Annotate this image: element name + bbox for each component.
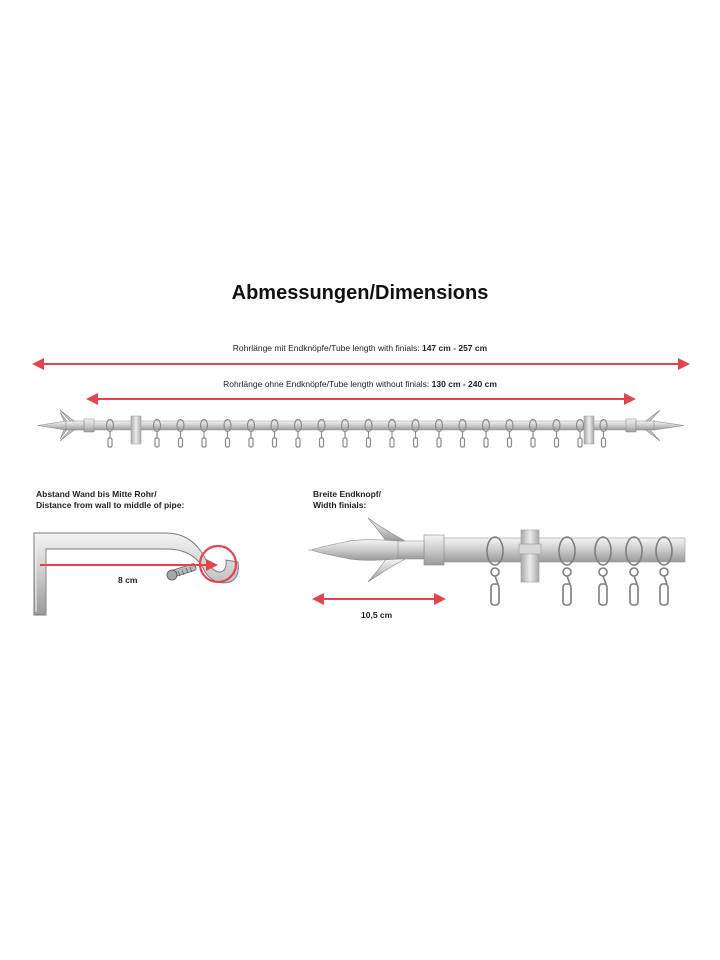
curtain-rod-full xyxy=(37,410,684,447)
with-finials-text: Rohrlänge mit Endknöpfe/Tube length with finials: xyxy=(232,343,420,353)
bracket-caption-line2: Distance from wall to middle of pipe: xyxy=(36,500,185,510)
finial-width-value: 10,5 cm xyxy=(361,610,393,620)
finial-detail-illustration xyxy=(308,518,685,605)
without-finials-text: Rohrlänge ohne Endknöpfe/Tube length without finials: xyxy=(223,379,430,389)
bracket-caption-line1: Abstand Wand bis Mitte Rohr/ xyxy=(36,489,157,499)
page-title: Abmessungen/Dimensions xyxy=(231,282,489,304)
without-finials-value: 130 cm - 240 cm xyxy=(431,379,497,389)
finial-caption-line1: Breite Endknopf/ xyxy=(313,489,382,499)
wall-bracket-illustration xyxy=(34,533,238,615)
with-finials-value: 147 cm - 257 cm xyxy=(421,343,488,353)
bracket-distance-value: 8 cm xyxy=(118,575,138,585)
finial-caption-line2: Width finials: xyxy=(313,500,367,510)
